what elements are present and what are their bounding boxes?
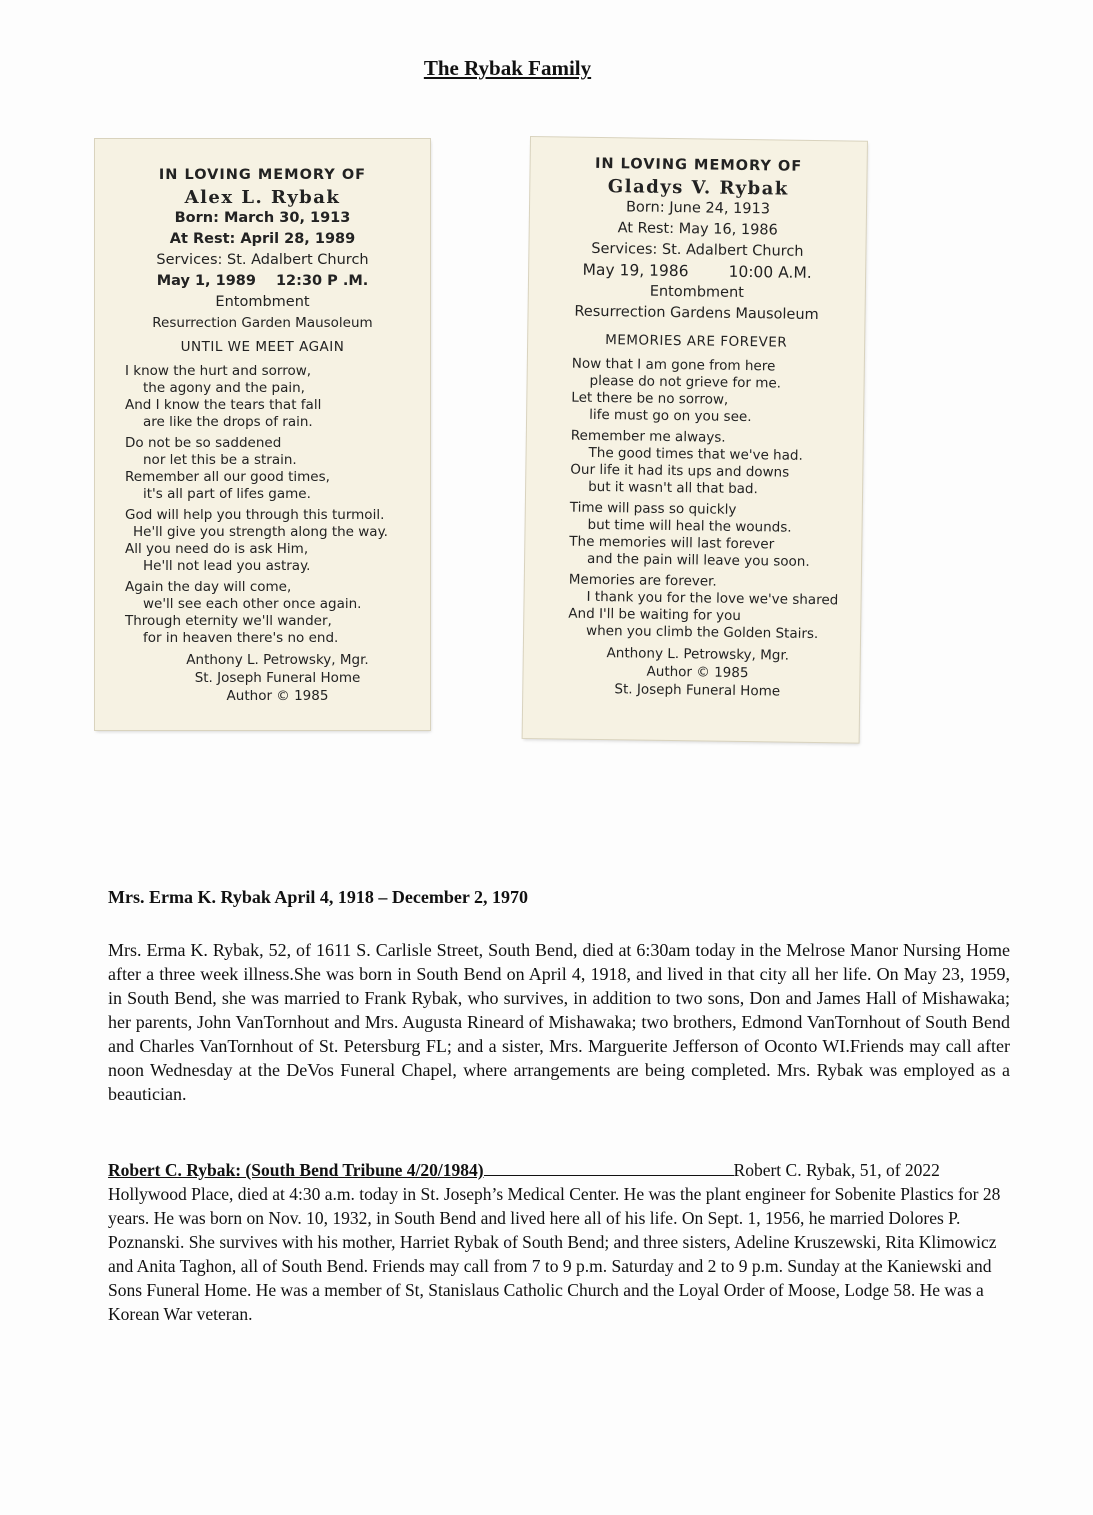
poem-line: Let there be no sorrow,	[571, 389, 729, 408]
signature-line: Anthony L. Petrowsky, Mgr.	[606, 645, 790, 664]
card-service-datetime	[95, 271, 430, 292]
poem-line: I thank you for the love we've shared	[586, 588, 839, 609]
card-poem	[524, 355, 864, 644]
card-entombment: Entombment	[215, 294, 310, 310]
poem-stanza	[570, 428, 863, 500]
card-service-date: May 1, 1989	[156, 273, 256, 289]
poem-line: Memories are forever.	[568, 571, 717, 590]
card-service-time: 10:00 A.M.	[728, 262, 812, 282]
poem-line: we'll see each other once again.	[143, 596, 362, 612]
poem-line: please do not grieve for me.	[589, 372, 782, 392]
signature-line: Author © 1985	[646, 663, 749, 682]
signature-line: St. Joseph Funeral Home	[614, 681, 781, 700]
poem-line: but time will heal the wounds.	[587, 516, 792, 536]
card-at-rest: At Rest: May 16, 1986	[617, 220, 778, 239]
poem-line: God will help you through this turmoil.	[125, 507, 385, 523]
poem-line: Remember all our good times,	[125, 469, 330, 485]
signature-line: Author © 1985	[226, 688, 329, 704]
card-signature	[523, 643, 860, 702]
poem-line: And I know the tears that fall	[125, 397, 322, 413]
signature-line: Anthony L. Petrowsky, Mgr.	[186, 652, 369, 668]
poem-line: are like the drops of rain.	[143, 414, 313, 430]
card-born: Born: March 30, 1913	[174, 210, 351, 226]
poem-line: it's all part of lifes game.	[143, 486, 311, 502]
poem-line: And I'll be waiting for you	[568, 605, 741, 624]
poem-line: Now that I am gone from here	[571, 355, 776, 375]
card-service-time: 12:30 P .M.	[275, 273, 369, 289]
card-signature	[95, 651, 430, 705]
card-entombment: Entombment	[649, 283, 745, 301]
poem-line: The memories will last forever	[569, 533, 775, 553]
card-name: Alex L. Rybak	[184, 187, 341, 208]
poem-line: Through eternity we'll wander,	[125, 613, 332, 629]
poem-stanza	[125, 363, 430, 431]
card-at-rest: At Rest: April 28, 1989	[169, 231, 356, 247]
poem-line: I know the hurt and sorrow,	[125, 363, 312, 379]
poem-stanza	[569, 500, 862, 572]
poem-line: but it wasn't all that bad.	[588, 478, 758, 498]
card-poem-title: MEMORIES ARE FOREVER	[605, 332, 788, 351]
poem-line: nor let this be a strain.	[143, 452, 297, 468]
signature-line: St. Joseph Funeral Home	[194, 670, 361, 686]
card-heading: IN LOVING MEMORY OF	[594, 155, 803, 175]
memorial-card-alex	[95, 139, 430, 730]
obituary-robert	[108, 1158, 1010, 1326]
card-born: Born: June 24, 1913	[625, 199, 771, 218]
obituary-body-erma: Mrs. Erma K. Rybak, 52, of 1611 S. Carlisle Street, South Bend, died at 6:30am today in the Melrose Manor Nursing Home after a three week illness.She was born in South Bend on April 4, 1918, and lived in that city all her life. On May 23, 1959, in South Bend, she was married to Frank Rybak, who survives, in addition to two sons, Don and James Hall of Mishawaka; her parents, John VanTornhout and Mrs. Augusta Rineard of Mishawaka; two brothers, Edmond VanTornhout of South Bend and Charles VanTornhout of St. Petersburg FL; and a sister, Mrs. Marguerite Jefferson of Oconto WI.Friends may call after noon Wednesday at the DeVos Funeral Chapel, where arrangements are being completed. Mrs. Rybak was employed as a beautician.	[108, 940, 1010, 1104]
card-mausoleum: Resurrection Gardens Mausoleum	[574, 303, 819, 324]
poem-line: and the pain will leave you soon.	[587, 550, 810, 570]
memorial-card-gladys	[523, 137, 867, 743]
card-poem	[95, 363, 430, 647]
page-title: The Rybak Family	[423, 56, 592, 80]
poem-stanza	[571, 356, 864, 428]
card-name: Gladys V. Rybak	[607, 176, 789, 200]
card-services: Services: St. Adalbert Church	[591, 240, 804, 260]
poem-line: He'll give you strength along the way.	[133, 524, 388, 540]
poem-stanza	[125, 435, 430, 503]
poem-line: life must go on you see.	[589, 406, 752, 426]
card-services: Services: St. Adalbert Church	[156, 252, 369, 268]
poem-stanza	[568, 572, 861, 644]
poem-line: Our life it had its ups and downs	[570, 461, 790, 481]
card-mausoleum: Resurrection Garden Mausoleum	[152, 315, 373, 331]
poem-line: for in heaven there's no end.	[143, 630, 339, 646]
card-heading: IN LOVING MEMORY OF	[158, 167, 367, 183]
obituary-heading-erma: Mrs. Erma K. Rybak April 4, 1918 – December 2, 1970	[108, 887, 528, 907]
poem-line: Remember me always.	[570, 427, 726, 446]
obituary-heading-robert: Robert C. Rybak: (South Bend Tribune 4/20/1984)	[108, 1160, 484, 1180]
obituary-body-robert: Robert C. Rybak, 51, of 2022 Hollywood Place, died at 4:30 a.m. today in St. Joseph’s Medical Center. He was the plant engineer for Sobenite Plastics for 28 years. He was born on Nov. 10, 1932, in South Bend and lived here all of his life. On Sept. 1, 1956, he married Dolores P. Poznanski. She survives with his mother, Harriet Rybak of South Bend; and three sisters, Adeline Kruszewski, Rita Klimowicz and Anita Taghon, all of South Bend. Friends may call from 7 to 9 p.m. Saturday and 2 to 9 p.m. Sunday at the Kaniewski and Sons Funeral Home. He was a member of St, Stanislaus Catholic Church and the Loyal Order of Moose, Lodge 58. He was a Korean War veteran.	[108, 1160, 1001, 1324]
poem-stanza	[125, 579, 430, 647]
poem-line: Time will pass so quickly	[569, 499, 737, 518]
poem-line: Again the day will come,	[125, 579, 292, 595]
poem-line: the agony and the pain,	[143, 380, 305, 396]
poem-stanza	[125, 507, 430, 575]
card-poem-title: UNTIL WE MEET AGAIN	[180, 339, 345, 355]
heading-rule	[484, 1161, 734, 1176]
poem-line: Do not be so saddened	[125, 435, 282, 451]
poem-line: All you need do is ask Him,	[125, 541, 309, 557]
card-service-date: May 19, 1986	[582, 260, 689, 281]
poem-line: when you climb the Golden Stairs.	[585, 622, 819, 643]
poem-line: He'll not lead you astray.	[143, 558, 311, 574]
poem-line: The good times that we've had.	[588, 444, 803, 464]
